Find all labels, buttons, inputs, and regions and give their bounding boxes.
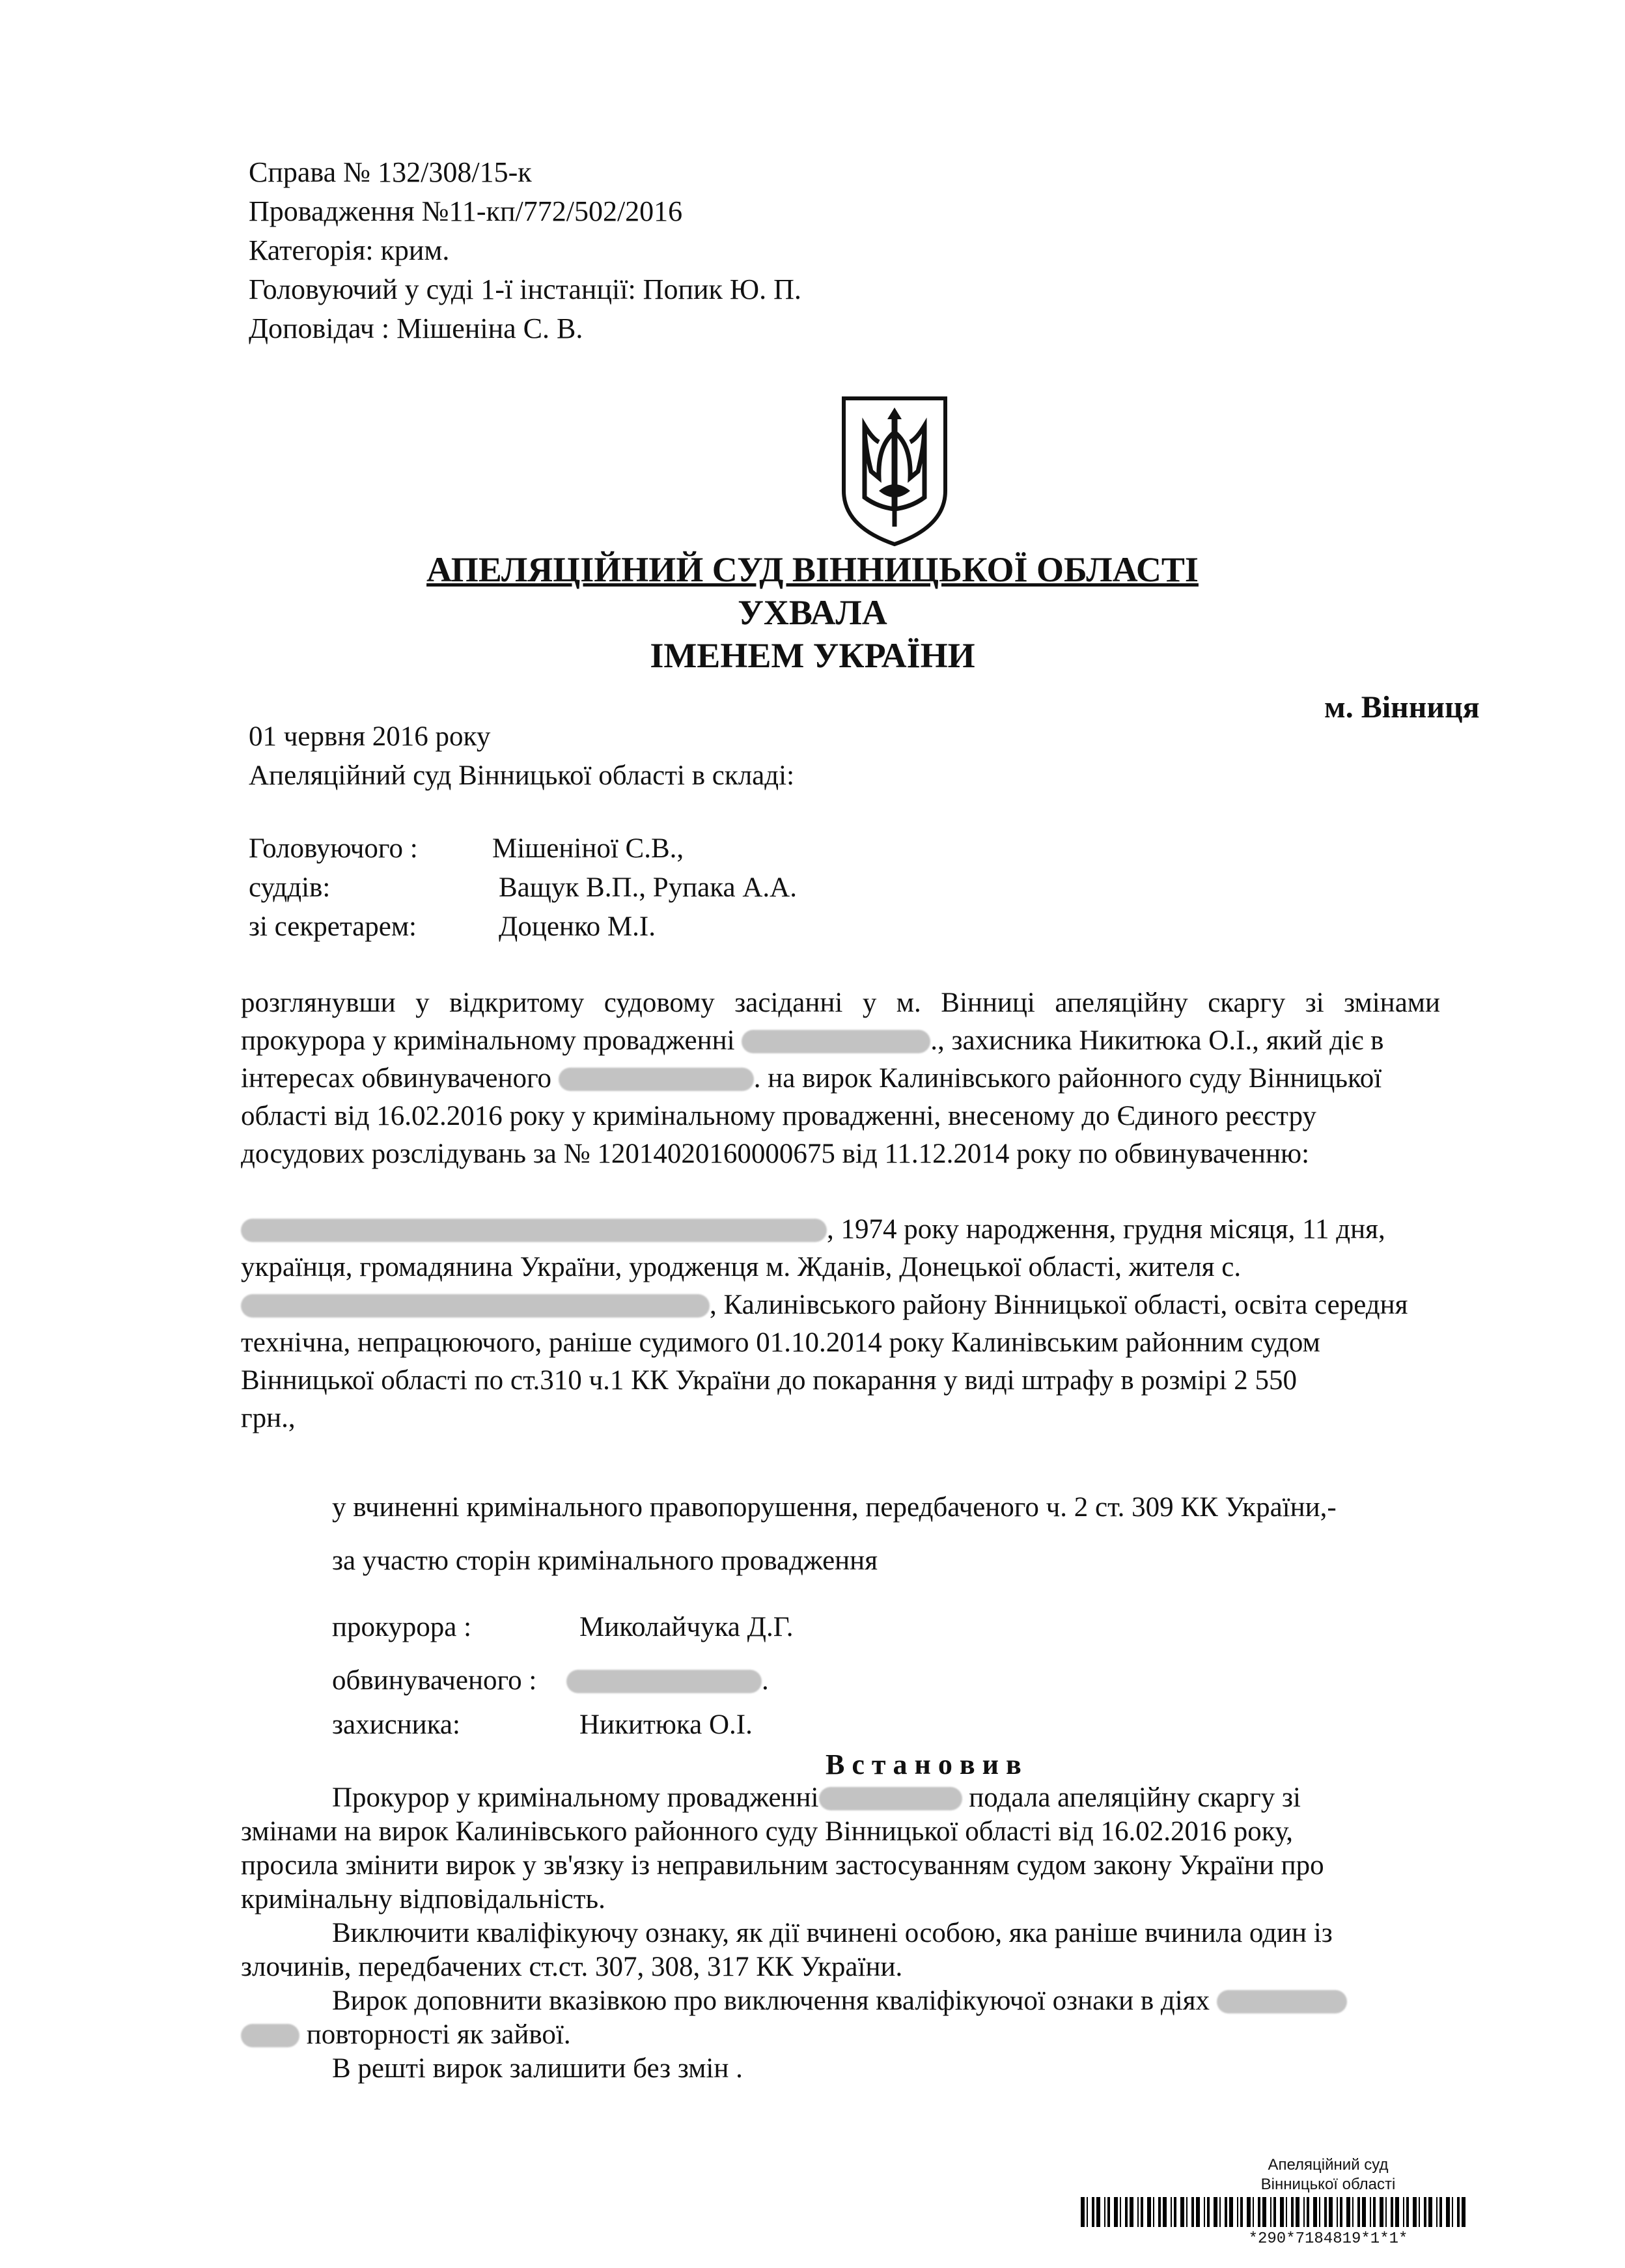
court-name: АПЕЛЯЦІЙНИЙ СУД ВІННИЦЬКОЇ ОБЛАСТІ <box>426 550 1199 589</box>
barcode-bar <box>1319 2197 1320 2227</box>
text-line <box>241 1286 1466 1324</box>
panel-name: Мішеніної С.В., <box>492 833 684 864</box>
document-type: УХВАЛА <box>738 593 887 632</box>
barcode-bar <box>1439 2197 1442 2227</box>
text-fragment: Вирок доповнити вказівкою про виключення кваліфікуючої ознаки в діях <box>332 1985 1210 2016</box>
barcode-bar <box>1391 2197 1393 2227</box>
barcode-bar <box>1258 2197 1260 2227</box>
barcode-bar <box>1352 2197 1354 2227</box>
barcode-bar <box>1380 2197 1383 2227</box>
panel-name: Ващук В.П., Рупака А.А. <box>499 872 797 903</box>
text-line: Виключити кваліфікуючу ознаку, як дії вчинені особою, яка раніше вчинила один із <box>332 1918 1333 1948</box>
barcode-bar <box>1130 2197 1133 2227</box>
barcode-bar <box>1114 2197 1118 2227</box>
text-line: розглянувши у відкритому судовому засіданні у м. Вінниці апеляційну скаргу зі змінами <box>241 988 1440 1018</box>
barcode-bar <box>1171 2197 1172 2227</box>
barcode-bar <box>1247 2197 1251 2227</box>
barcode-bar <box>1253 2197 1254 2227</box>
text-line: області від 16.02.2016 року у кримінальному провадженні, внесеному до Єдиного реєстру <box>241 1101 1316 1131</box>
text-line <box>241 1022 1466 1060</box>
text-line: просила змінити вирок у зв'язку із неправильним застосуванням судом закону України про <box>241 1850 1324 1881</box>
barcode-bar <box>1180 2197 1184 2227</box>
barcode-bar <box>1107 2197 1110 2227</box>
panel-role: Головуючого : <box>249 833 418 864</box>
barcode-bar <box>1419 2197 1420 2227</box>
redaction <box>566 1670 762 1693</box>
text-fragment: , Калинівського району Вінницької області, освіта середня <box>710 1290 1408 1320</box>
barcode-bar <box>1286 2197 1287 2227</box>
redaction <box>241 1294 710 1318</box>
barcode-bar <box>1219 2197 1221 2227</box>
barcode-bar <box>1158 2197 1161 2227</box>
barcode-bar <box>1346 2197 1350 2227</box>
text-fragment: повторності як зайвої. <box>306 2019 571 2050</box>
barcode-bar <box>1296 2197 1299 2227</box>
barcode-bar <box>1237 2197 1238 2227</box>
barcode-bar <box>1370 2197 1371 2227</box>
barcode-text: *290*7184819*1*1* <box>1248 2230 1408 2248</box>
barcode-bar <box>1457 2197 1460 2227</box>
party-name-redacted <box>566 1663 769 1699</box>
text-fragment: . <box>762 1665 769 1696</box>
barcode-bar <box>1395 2197 1399 2227</box>
barcode-bar <box>1373 2197 1376 2227</box>
redaction <box>819 1787 962 1810</box>
barcode-bar <box>1225 2197 1227 2227</box>
barcode-bar <box>1452 2197 1453 2227</box>
barcode-bar <box>1163 2197 1167 2227</box>
barcode-bar <box>1291 2197 1294 2227</box>
barcode-bar <box>1385 2197 1387 2227</box>
stamp-court: Апеляційний суд <box>1268 2156 1389 2174</box>
text-fragment: , 1974 року народження, грудня місяця, 11 дня, <box>827 1214 1385 1245</box>
text-line: В решті вирок залишити без змін . <box>332 2053 743 2084</box>
party-role: прокурора : <box>332 1612 472 1642</box>
barcode-bar <box>1307 2197 1309 2227</box>
decision-date: 01 червня 2016 року <box>249 721 491 752</box>
barcode-bar <box>1403 2197 1404 2227</box>
barcode-bar <box>1087 2197 1088 2227</box>
text-fragment: ., захисника Никитюка О.І., який діє в <box>930 1025 1384 1056</box>
text-fragment: подала апеляційну скаргу зі <box>969 1782 1301 1813</box>
text-fragment: прокурора у кримінальному провадженні <box>241 1025 735 1056</box>
party-role: обвинуваченого : <box>332 1665 537 1696</box>
barcode-bar <box>1104 2197 1105 2227</box>
text-line <box>241 2018 1466 2052</box>
text-line <box>241 1060 1466 1098</box>
barcode-bar <box>1273 2197 1276 2227</box>
text-line: технічна, непрацюючого, раніше судимого 01.10.2014 року Калинівським районним судом <box>241 1327 1320 1358</box>
barcode-bar <box>1229 2197 1233 2227</box>
barcode-bar <box>1137 2197 1139 2227</box>
in-the-name-of-ukraine: ІМЕНЕМ УКРАЇНИ <box>650 636 975 675</box>
established-section <box>241 1781 1466 2086</box>
barcode-bar <box>1280 2197 1284 2227</box>
established-heading: В с т а н о в и в <box>826 1749 1021 1780</box>
barcode-bar <box>1207 2197 1210 2227</box>
barcode-bar <box>1270 2197 1271 2227</box>
stamp-region: Вінницької області <box>1260 2176 1396 2193</box>
redaction <box>1217 1990 1347 2013</box>
category: Категорія: крим. <box>249 234 450 266</box>
coat-of-arms-icon <box>839 393 951 549</box>
text-line: грн., <box>241 1403 296 1433</box>
barcode-bar <box>1096 2197 1100 2227</box>
charge-line: у вчиненні кримінального правопорушення, передбаченого ч. 2 ст. 309 КК України,- <box>332 1492 1337 1523</box>
accused-paragraph <box>241 1211 1466 1437</box>
barcode-bar <box>1147 2197 1151 2227</box>
redaction <box>742 1030 930 1053</box>
proceeding-number: Провадження №11-кп/772/502/2016 <box>249 195 683 227</box>
text-line: змінами на вирок Калинівського районного суду Вінницької області від 16.02.2016 року, <box>241 1816 1294 1847</box>
text-line: кримінальну відповідальність. <box>241 1884 605 1915</box>
barcode-bar <box>1240 2197 1243 2227</box>
presiding-first-instance: Головуючий у суді 1-ї інстанції: Попик Ю. П. <box>249 273 801 305</box>
text-line <box>241 1211 1466 1249</box>
case-number: Справа № 132/308/15-к <box>249 156 532 188</box>
barcode-bar <box>1125 2197 1128 2227</box>
panel-name: Доценко М.І. <box>499 911 656 942</box>
barcode-bar <box>1191 2197 1194 2227</box>
barcode <box>1081 2197 1471 2227</box>
barcode-bar <box>1262 2197 1266 2227</box>
composition-intro: Апеляційний суд Вінницької області в складі: <box>249 760 795 791</box>
main-paragraph <box>241 984 1466 1173</box>
barcode-bar <box>1406 2197 1409 2227</box>
panel-role: зі секретарем: <box>249 911 417 942</box>
text-line <box>241 1984 1466 2018</box>
text-line: злочинів, передбачених ст.ст. 307, 308, 317 КК України. <box>241 1952 903 1982</box>
barcode-bar <box>1214 2197 1217 2227</box>
text-line: досудових розслідувань за № 12014020160000675 від 11.12.2014 року по обвинуваченню: <box>241 1139 1310 1169</box>
text-line: українця, громадянина України, уродженця м. Жданів, Донецької області, жителя с. <box>241 1252 1242 1282</box>
reporter: Доповідач : Мішеніна С. В. <box>249 312 583 344</box>
barcode-bar <box>1446 2197 1450 2227</box>
barcode-bar <box>1303 2197 1305 2227</box>
party-name: Миколайчука Д.Г. <box>579 1612 794 1642</box>
text-fragment: . на вирок Калинівського районного суду Вінницької <box>753 1063 1382 1094</box>
text-fragment: Прокурор у кримінальному провадженні <box>332 1782 819 1813</box>
barcode-bar <box>1092 2197 1094 2227</box>
barcode-bar <box>1424 2197 1426 2227</box>
barcode-bar <box>1174 2197 1176 2227</box>
barcode-bar <box>1141 2197 1143 2227</box>
party-role: захисника: <box>332 1709 460 1740</box>
text-fragment: інтересах обвинуваченого <box>241 1063 552 1094</box>
barcode-bar <box>1204 2197 1205 2227</box>
barcode-bar <box>1428 2197 1432 2227</box>
text-line: Вінницької області по ст.310 ч.1 КК України до покарання у виді штрафу в розмірі 2 550 <box>241 1365 1297 1396</box>
redaction <box>241 1219 827 1242</box>
barcode-bar <box>1196 2197 1200 2227</box>
text-line <box>241 1781 1466 1815</box>
barcode-bar <box>1081 2197 1085 2227</box>
redaction <box>241 2024 299 2047</box>
barcode-bar <box>1436 2197 1438 2227</box>
barcode-bar <box>1313 2197 1317 2227</box>
redaction <box>559 1068 754 1091</box>
panel-role: суддів: <box>249 872 331 903</box>
barcode-bar <box>1357 2197 1360 2227</box>
party-name: Никитюка О.І. <box>579 1709 753 1740</box>
barcode-bar <box>1120 2197 1121 2227</box>
barcode-bar <box>1186 2197 1188 2227</box>
barcode-bar <box>1329 2197 1333 2227</box>
barcode-bar <box>1337 2197 1338 2227</box>
barcode-bar <box>1362 2197 1366 2227</box>
city: м. Вінниця <box>1324 690 1480 725</box>
parties-intro: за участю сторін кримінального провадження <box>332 1545 878 1576</box>
barcode-bar <box>1462 2197 1465 2227</box>
barcode-bar <box>1340 2197 1342 2227</box>
barcode-bar <box>1413 2197 1417 2227</box>
barcode-bar <box>1153 2197 1154 2227</box>
barcode-bar <box>1324 2197 1327 2227</box>
